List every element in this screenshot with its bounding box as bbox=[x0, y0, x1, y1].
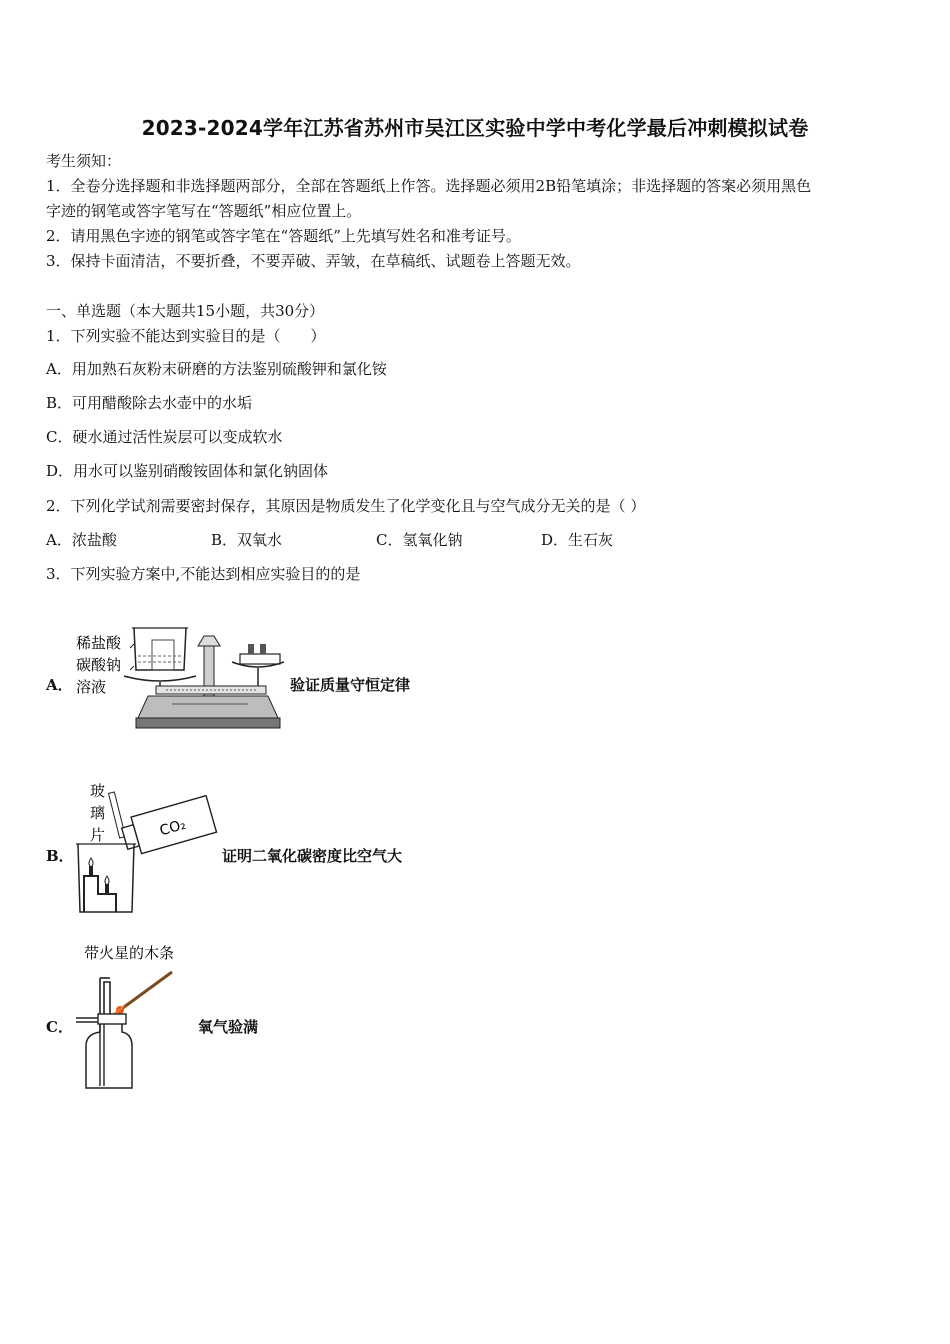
question-2-option-c: C．氢氧化钠 bbox=[376, 531, 463, 549]
question-1-option-d: D．用水可以鉴别硝酸铵固体和氯化钠固体 bbox=[46, 462, 329, 480]
question-3-option-a-letter: A． bbox=[46, 676, 73, 694]
question-3-option-c-desc: 氧气验满 bbox=[198, 1018, 259, 1036]
question-2-option-a: A．浓盐酸 bbox=[46, 531, 117, 549]
question-1-option-c: C．硬水通过活性炭层可以变成软水 bbox=[46, 428, 283, 446]
question-2-option-d: D．生石灰 bbox=[541, 531, 614, 549]
question-3-option-c-letter: C． bbox=[46, 1018, 73, 1036]
section-heading: 一、单选题（本大题共15小题，共30分） bbox=[46, 302, 325, 320]
question-1-option-b: B．可用醋酸除去水壶中的水垢 bbox=[46, 394, 253, 412]
question-2-options bbox=[46, 530, 746, 550]
fig-label-dilute-hcl: 稀盐酸 bbox=[76, 634, 122, 652]
question-3-stem: 3．下列实验方案中,不能达到相应实验目的的是 bbox=[46, 565, 361, 583]
oxygen-test-figure bbox=[76, 938, 206, 1094]
fig-label-glass-3: 片 bbox=[90, 826, 106, 844]
fig-label-solution: 溶液 bbox=[76, 678, 107, 696]
question-2-option-b: B．双氧水 bbox=[211, 531, 283, 549]
question-2-stem: 2．下列化学试剂需要密封保存，其原因是物质发生了化学变化且与空气成分无关的是（ ） bbox=[46, 497, 646, 515]
notice-item: 字迹的钢笔或答字笔写在“答题纸”相应位置上。 bbox=[46, 202, 362, 220]
question-3-option-b-desc: 证明二氧化碳密度比空气大 bbox=[222, 847, 403, 865]
question-3-option-a-desc: 验证质量守恒定律 bbox=[290, 676, 411, 694]
page-title: 2023-2024学年江苏省苏州市吴江区实验中学中考化学最后冲刺模拟试卷 bbox=[141, 116, 809, 140]
fig-label-glass-2: 璃 bbox=[90, 804, 106, 822]
notice-item: 3．保持卡面清洁，不要折叠，不要弄破、弄皱，在草稿纸、试题卷上答题无效。 bbox=[46, 252, 581, 270]
question-1-stem: 1．下列实验不能达到实验目的是（ ） bbox=[46, 327, 326, 345]
balance-apparatus-figure bbox=[72, 618, 284, 738]
fig-label-glass-1: 玻 bbox=[90, 782, 106, 800]
fig-label-sodium-carbonate: 碳酸钠 bbox=[76, 656, 122, 674]
question-3-option-b-letter: B． bbox=[46, 847, 74, 865]
fig-label-glowing-splint: 带火星的木条 bbox=[84, 944, 175, 962]
notice-item: 2．请用黑色字迹的钢笔或答字笔在“答题纸”上先填写姓名和准考证号。 bbox=[46, 227, 521, 245]
question-1-option-a: A．用加熟石灰粉末研磨的方法鉴别硫酸钾和氯化铵 bbox=[46, 360, 387, 378]
notice-heading: 考生须知： bbox=[46, 152, 122, 170]
fig-label-co2: CO₂ bbox=[157, 816, 188, 840]
co2-pouring-figure bbox=[72, 778, 222, 918]
notice-item: 1．全卷分选择题和非选择题两部分，全部在答题纸上作答。选择题必须用2B铅笔填涂；非选择题的答案必须用黑色 bbox=[46, 177, 812, 195]
